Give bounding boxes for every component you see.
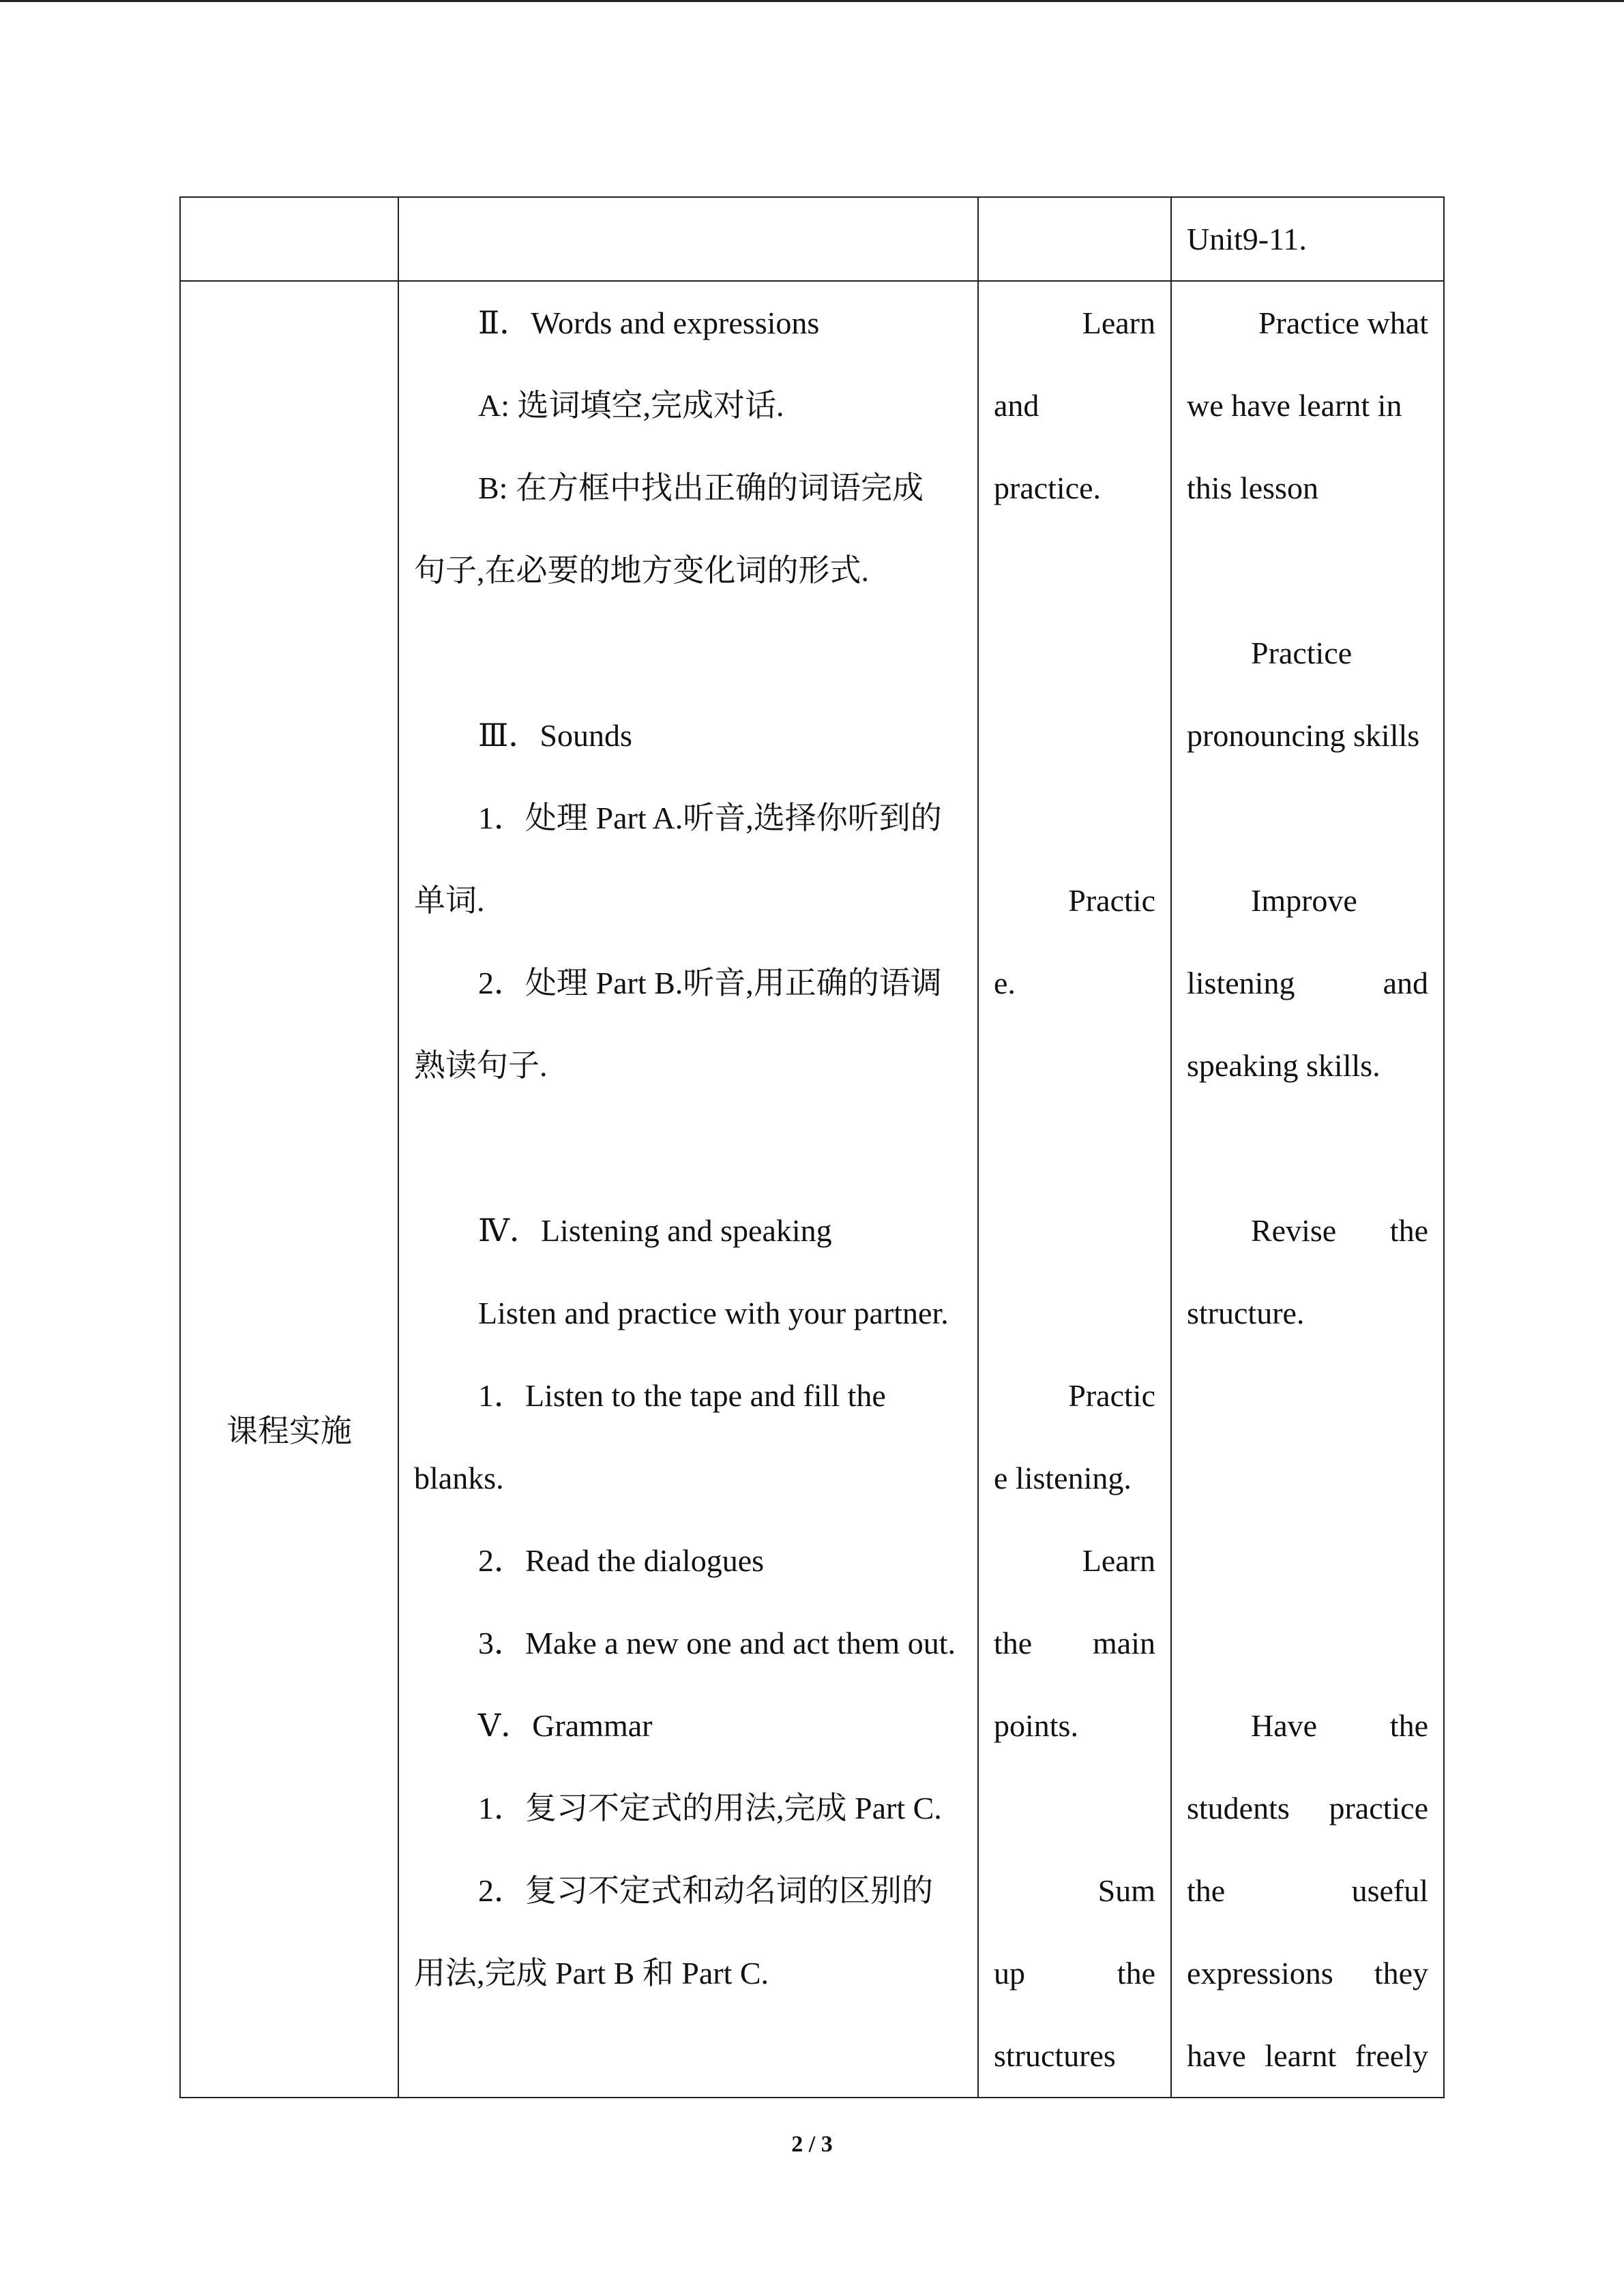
student-sum-1: Sum (1097, 1873, 1155, 1908)
student-practice-listening-1: Practic (1068, 1378, 1155, 1413)
purpose-5-line4: expressions they (1187, 1956, 1428, 1991)
purpose-cell-continued (1171, 197, 1444, 281)
student-activities-cell (978, 281, 1171, 2098)
sounds-heading: Ⅲ．Sounds (478, 718, 632, 753)
student-sum-3: structures (994, 2038, 1116, 2073)
student-main-points-3: points. (994, 1708, 1078, 1743)
purpose-5-line1: Have the (1251, 1708, 1428, 1743)
student-practice-1: Practic (1068, 883, 1155, 918)
purpose-4-line1: Revise the (1251, 1213, 1428, 1248)
words-item-b-cont: 句子,在必要的地方变化词的形式. (414, 553, 869, 588)
page-number: 2 / 3 (791, 2132, 833, 2157)
section-label-cell (180, 281, 398, 2098)
table-row-course-implementation (180, 281, 1444, 2098)
objective-tail-text: Unit9-11. (1187, 222, 1307, 256)
grammar-item-2-cont: 用法,完成 Part B 和 Part C. (414, 1956, 769, 1991)
sounds-item-2: 2．处理 Part B.听音,用正确的语调 (478, 966, 942, 1000)
sounds-item-2-cont: 熟读句子. (414, 1048, 548, 1083)
purpose-1-line3: this lesson (1187, 471, 1318, 505)
student-main-points-2: the main (994, 1626, 1155, 1660)
purpose-2-line2: pronouncing skills (1187, 718, 1420, 753)
listening-heading: Ⅳ．Listening and speaking (478, 1213, 832, 1248)
section-cell-empty (180, 197, 398, 281)
teaching-activities-cell (398, 281, 978, 2098)
student-sum-2: up the (994, 1956, 1155, 1991)
sounds-item-1: 1．处理 Part A.听音,选择你听到的 (478, 801, 942, 835)
grammar-item-2: 2．复习不定式和动名词的区别的 (478, 1873, 933, 1908)
purpose-4-line2: structure. (1187, 1296, 1305, 1330)
purpose-5-line5: have learnt freely (1187, 2038, 1428, 2073)
student-practice-2: e. (994, 966, 1016, 1000)
listening-item-2: 2．Read the dialogues (478, 1543, 765, 1578)
listening-item-1-cont: blanks. (414, 1461, 504, 1495)
purpose-5-line2: students practice (1187, 1791, 1428, 1825)
purpose-5-line3: the useful (1187, 1873, 1428, 1908)
grammar-item-1: 1．复习不定式的用法,完成 Part C. (478, 1791, 942, 1825)
purpose-cell (1171, 281, 1444, 2098)
section-label: 课程实施 (226, 1414, 352, 1448)
purpose-2-line1: Practice (1251, 636, 1353, 670)
lesson-plan-table (179, 196, 1445, 2098)
purpose-3-line2: listening and (1187, 966, 1428, 1000)
activity-cell-empty (398, 197, 978, 281)
purpose-1-line1: Practice what (1258, 305, 1428, 340)
words-item-b: B: 在方框中找出正确的词语完成 (478, 471, 924, 505)
words-heading: Ⅱ．Words and expressions (478, 305, 820, 340)
purpose-1-line2: we have learnt in (1187, 388, 1402, 423)
table-row-continuation (180, 197, 1444, 281)
student-cell-empty (978, 197, 1171, 281)
student-learn-1: Learn (1082, 305, 1155, 340)
top-border-rule (0, 0, 1624, 2)
student-main-points-1: Learn (1082, 1543, 1155, 1578)
student-learn-2: and (994, 388, 1039, 423)
grammar-heading: Ⅴ．Grammar (478, 1708, 653, 1743)
student-learn-3: practice. (994, 471, 1102, 505)
words-item-a: A: 选词填空,完成对话. (478, 388, 784, 423)
listening-item-3: 3．Make a new one and act them out. (478, 1626, 956, 1660)
purpose-3-line1: Improve (1251, 883, 1357, 918)
purpose-3-line3: speaking skills. (1187, 1048, 1381, 1083)
sounds-item-1-cont: 单词. (414, 883, 485, 918)
listening-intro: Listen and practice with your partner. (478, 1296, 949, 1330)
student-practice-listening-2: e listening. (994, 1461, 1132, 1495)
listening-item-1: 1．Listen to the tape and fill the (478, 1378, 886, 1413)
